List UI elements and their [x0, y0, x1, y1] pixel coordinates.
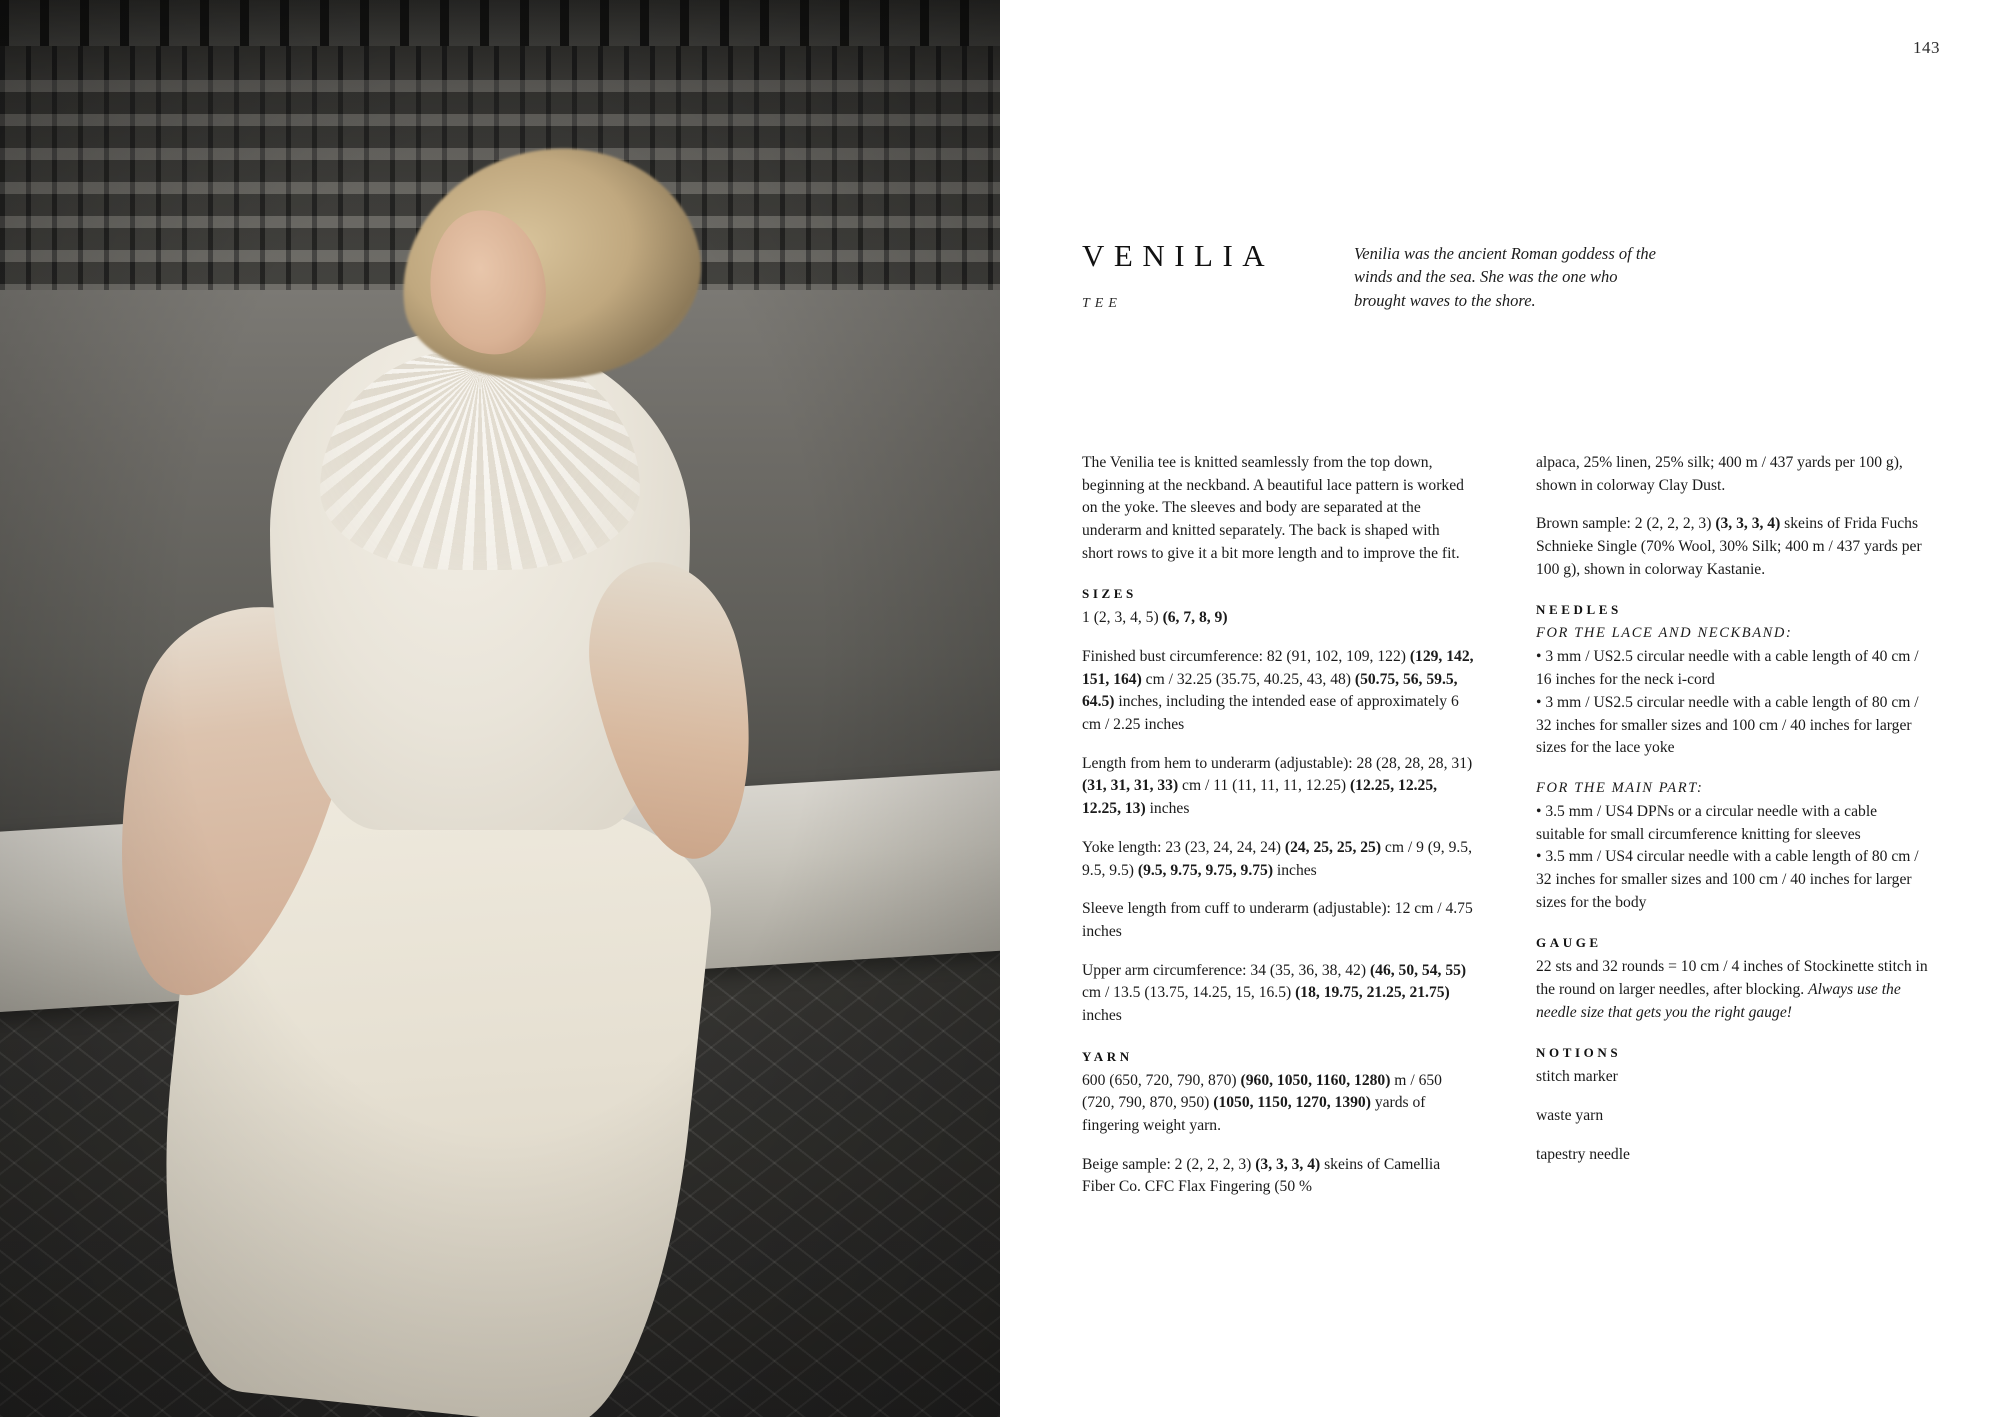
upperarm-bold-in: (18, 19.75, 21.25, 21.75) [1295, 984, 1450, 1002]
needles-list-lace [1536, 646, 1928, 759]
notion-item: tapestry needle [1536, 1145, 1630, 1163]
needle-bullet: • 3.5 mm / US4 DPNs or a circular needle with a cable suitable for small circumference knitting for sleeves [1536, 802, 1878, 843]
beige-plain-2: skeins of Camellia Fiber Co. CFC Flax Fingering (50 % [1082, 1155, 1441, 1196]
section-heading-needles: NEEDLES [1536, 602, 1622, 618]
yoke-label: Yoke length: 23 (23, 24, 24, 24) [1082, 838, 1285, 856]
gauge-plain: 22 sts and 32 rounds = 10 cm / 4 inches of Stockinette stitch in the round on larger needles, after blocking. [1536, 958, 1928, 998]
page-title: VENILIA [1082, 238, 1275, 273]
section-heading-yarn: YARN [1082, 1048, 1133, 1064]
yarn-plain-1: 600 (650, 720, 790, 870) [1082, 1071, 1241, 1089]
beige-bold-1: (3, 3, 3, 4) [1255, 1155, 1321, 1173]
bust-mid: cm / 32.25 (35.75, 40.25, 43, 48) [1141, 670, 1355, 688]
needle-bullet: • 3 mm / US2.5 circular needle with a cable length of 80 cm / 32 inches for smaller sizes and 100 cm / 40 inches for larger sizes for the lace yoke [1536, 693, 1919, 757]
pattern-column-left [1082, 452, 1474, 1332]
sizes-list [1082, 607, 1474, 630]
yoke-bold-cm: (24, 25, 25, 25) [1284, 838, 1382, 856]
length-mid: cm / 11 (11, 11, 11, 12.25) [1178, 777, 1350, 795]
page-number: 143 [1913, 38, 1940, 57]
gauge-text [1536, 956, 1928, 1024]
yoke-mid: cm / 9 (9, 9.5, 9.5, 9.5) [1082, 838, 1472, 879]
yarn-quantities [1082, 1070, 1474, 1138]
bust-tail: inches, including the intended ease of approximately 6 cm / 2.25 inches [1082, 693, 1459, 734]
yarn-bold-2: (1050, 1150, 1270, 1390) [1213, 1094, 1371, 1112]
photo-fence-top-rail [0, 0, 1000, 46]
pattern-column-right [1536, 452, 1928, 1332]
sleeve-length: Sleeve length from cuff to underarm (adjustable): 12 cm / 4.75 inches [1082, 900, 1473, 940]
gauge-emphasis: Always use the needle size that gets you the right gauge! [1536, 981, 1901, 1021]
bust-bold-cm: (129, 142, 151, 164) [1082, 648, 1474, 688]
brown-plain-1: Brown sample: 2 (2, 2, 2, 3) [1536, 515, 1716, 533]
section-heading-sizes: SIZES [1082, 586, 1137, 602]
needle-bullet: • 3.5 mm / US4 circular needle with a cable length of 80 cm / 32 inches for smaller sizes and 100 cm / 40 inches for larger sizes for the body [1536, 848, 1919, 911]
yoke-bold-in: (9.5, 9.75, 9.75, 9.75) [1137, 861, 1274, 879]
yoke-length [1082, 837, 1474, 882]
upperarm-tail: inches [1082, 1006, 1122, 1024]
brown-bold-1: (3, 3, 3, 4) [1715, 515, 1781, 533]
needles-subheading-lace: FOR THE LACE AND NECKBAND: [1536, 625, 1793, 642]
bust-label: Finished bust circumference: 82 (91, 102, 109, 122) [1082, 648, 1410, 666]
brown-plain-2: skeins of Frida Fuchs Schnieke Single (70% Wool, 30% Silk; 400 m / 437 yards per 100 g), shown in colorway Kastanie. [1536, 515, 1922, 578]
sizes-list-plain: 1 (2, 3, 4, 5) [1082, 609, 1163, 627]
finished-bust-circumference [1082, 646, 1474, 737]
beige-plain-1: Beige sample: 2 (2, 2, 2, 3) [1082, 1155, 1256, 1173]
pattern-subtitle: TEE [1082, 296, 1122, 311]
pattern-title-group [1082, 238, 1354, 312]
notion-item: stitch marker [1536, 1068, 1618, 1086]
length-hem-to-underarm [1082, 753, 1474, 821]
section-heading-notions: NOTIONS [1536, 1045, 1622, 1061]
pattern-intro-paragraph: The Venilia tee is knitted seamlessly from the top down, beginning at the neckband. A beautiful lace pattern is worked on the yoke. The sleeves and body are separated at the underarm and knitted separately. The back is shaped with short rows to give it a bit more length and to improve the fit. [1082, 454, 1464, 562]
upper-arm-circumference [1082, 960, 1474, 1028]
length-bold-in: (12.25, 12.25, 12.25, 13) [1082, 777, 1438, 818]
yarn-plain-2: m / 650 (720, 790, 870, 950) [1082, 1071, 1442, 1112]
yarn-bold-1: (960, 1050, 1160, 1280) [1240, 1071, 1391, 1089]
bust-bold-in: (50.75, 56, 59.5, 64.5) [1082, 670, 1458, 711]
yarn-continuation: alpaca, 25% linen, 25% silk; 400 m / 437 yards per 100 g), shown in colorway Clay Dust. [1536, 454, 1903, 494]
needle-bullet: • 3 mm / US2.5 circular needle with a cable length of 40 cm / 16 inches for the neck i-cord [1536, 648, 1919, 689]
brown-sample [1536, 513, 1928, 581]
section-heading-gauge: GAUGE [1536, 935, 1602, 951]
length-bold-cm: (31, 31, 31, 33) [1082, 777, 1179, 795]
length-label: Length from hem to underarm (adjustable): 28 (28, 28, 28, 31) [1082, 754, 1473, 772]
upperarm-label: Upper arm circumference: 34 (35, 36, 38, 42) [1082, 961, 1370, 979]
yarn-plain-3: yards of fingering weight yarn. [1082, 1094, 1426, 1134]
pattern-header [1082, 238, 1922, 312]
pattern-text-page [1000, 0, 2000, 1417]
notion-item: waste yarn [1536, 1106, 1604, 1124]
upperarm-bold-cm: (46, 50, 54, 55) [1369, 961, 1467, 979]
sizes-list-bold: (6, 7, 8, 9) [1162, 609, 1228, 627]
needles-subheading-main: FOR THE MAIN PART: [1536, 779, 1704, 796]
pattern-blurb: Venilia was the ancient Roman goddess of the winds and the sea. She was the one who brought waves to the shore. [1354, 244, 1657, 310]
length-tail: inches [1145, 800, 1190, 818]
beige-sample [1082, 1154, 1474, 1199]
upperarm-mid: cm / 13.5 (13.75, 14.25, 15, 16.5) [1082, 984, 1296, 1002]
yoke-tail: inches [1273, 861, 1317, 879]
needles-list-main [1536, 801, 1928, 914]
pattern-body-columns [1082, 452, 1928, 1332]
